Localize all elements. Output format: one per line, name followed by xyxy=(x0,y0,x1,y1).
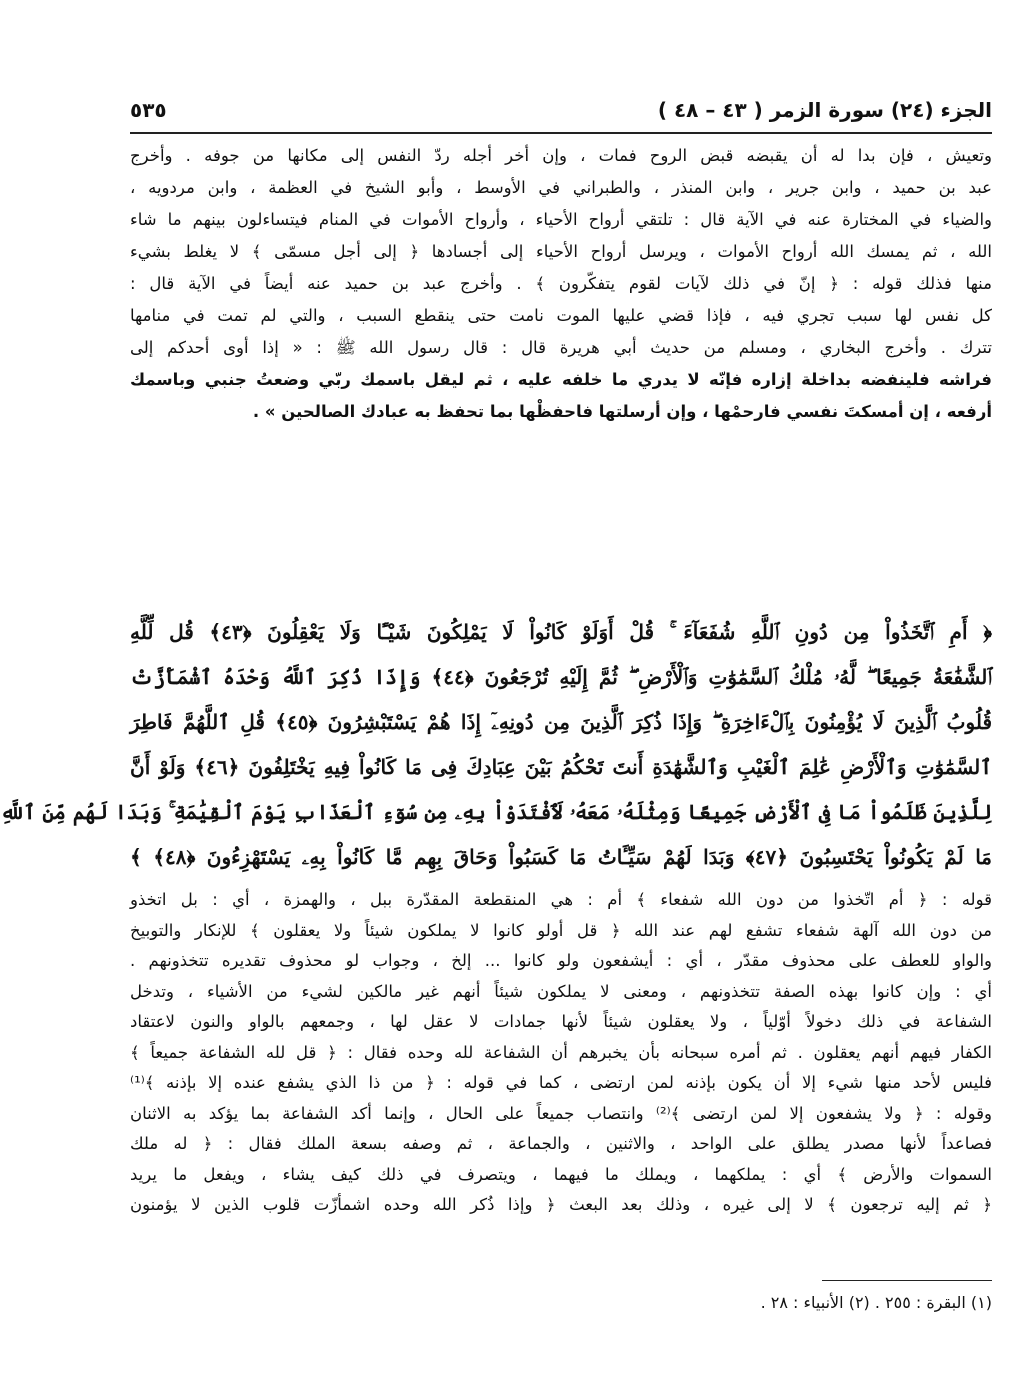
intro-paragraph xyxy=(130,140,992,428)
footnote-divider xyxy=(822,1280,992,1281)
text-line: السموات والأرض ﴾ أي : يملكهما ، ويملك ما فيهما ، ويتصرف في ذلك كيف يشاء ، ويفعل ما يريد xyxy=(130,1164,992,1184)
quran-line: لِلَّذِينَ ظَلَمُواْ مَا فِى ٱلْأَرْضِ جَمِيعًا وَمِثْلَهُۥ مَعَهُۥ لَٱفْتَدَوْاْ بِهِۦ مِن سُوٓءِ ٱلْعَذَابِ يَوْمَ ٱلْقِيَٰمَةِ ۚ وَبَدَا لَهُم مِّنَ ٱللَّهِ xyxy=(0,800,992,824)
text-line: الشفاعة في ذلك دخولاً أوّلياً ، ولا يعقلون شيئاً لأنها جمادات لا عقل لها ، وجمعهم بالواو والنون لاعتقاد xyxy=(130,1012,992,1031)
hadith-line: أرفعه ، إن أمسكتَ نفسي فارحمْها ، وإن أرسلتها فاحفظْها بما تحفظ به عبادك الصالحين » . xyxy=(252,402,992,421)
text-line: أي : وإن كانوا بهذه الصفة تتخذونهم ، ومعنى لا يملكون شيئاً أنهم غير مالكين لشيء من الأشياء ، وتدخل xyxy=(130,981,992,1001)
quran-verses-block xyxy=(0,610,992,880)
text-line: الكفار فيهم أنهم يعقلون . ثم أمره سبحانه بأن يخبرهم أن الشفاعة لله وحده فقال : ﴿ قل لله الشفاعة جميعاً ﴾ xyxy=(130,1042,992,1062)
text-line: والواو للعطف على محذوف مقدّر ، أي : أيشفعون ولو كانوا ... إلخ ، وجواب لو محذوف تقديره تتخذونهم . xyxy=(130,951,992,970)
text-line: كل نفس لها سبب تجري فيه ، فإذا قضي عليها الموت نامت حتى ينقطع السبب ، والتي لم تمت في منامها xyxy=(130,306,992,325)
tafsir-paragraph xyxy=(130,885,992,1221)
hadith-line: فراشه فلينفضه بداخلة إزاره فإنّه لا يدري ما خلفه عليه ، ثم ليقل باسمك ربّي وضعتُ جنبي وباسمك xyxy=(130,370,992,389)
running-title: الجزء (٢٤) سورة الزمر ( ٤٣ – ٤٨ ) xyxy=(657,98,992,122)
page-header xyxy=(130,90,992,130)
text-line: من دون الله آلهة شفعاء تشفع لهم عند الله ﴿ قل أولو كانوا لا يملكون شيئاً ولا يعقلون ﴾ للإنكار والتوبيخ xyxy=(130,920,992,940)
book-page xyxy=(0,90,993,1360)
quran-line: ٱلشَّفَٰعَةُ جَمِيعًا ۖ لَّهُۥ مُلْكُ ٱلسَّمَٰوَٰتِ وَٱلْأَرْضِ ۖ ثُمَّ إِلَيْهِ تُرْجَعُونَ ﴿٤٤﴾ وَإِذَا ذُكِرَ ٱللَّهُ وَحْدَهُ ٱشْمَأَزَّتْ xyxy=(130,665,992,689)
text-line: فصاعداً لأنها مصدر يطلق على الواحد ، والاثنين ، والجماعة ، ثم وصفه بسعة الملك فقال : ﴿ له ملك xyxy=(130,1134,992,1153)
text-line: منها فذلك قوله : ﴿ إنّ في ذلك لآيات لقوم يتفكّرون ﴾ . وأخرج عبد بن حميد عنه أيضاً في الآية قال : xyxy=(130,274,992,293)
text-line: عبد بن حميد ، وابن جرير ، وابن المنذر ، والطبراني في الأوسط ، وأبو الشيخ في العظمة ، وابن مردويه ، xyxy=(130,178,992,197)
text-line: وقوله : ﴿ ولا يشفعون إلا لمن ارتضى ﴾⁽²⁾ وانتصاب جميعاً على الحال ، وإنما أكد الشفاعة بما يؤكد به الاثنان xyxy=(130,1103,993,1123)
text-line: وتعيش ، فإن بدا له أن يقبضه قبض الروح فمات ، وإن أخر أجله ردّ النفس إلى مكانها من جوفه . وأخرج xyxy=(130,146,992,165)
text-line: ﴿ ثم إليه ترجعون ﴾ لا إلى غيره ، وذلك بعد البعث ﴿ وإذا ذُكر الله وحده اشمأزّت قلوب الذين لا يؤمنون xyxy=(130,1195,992,1214)
quran-line: ﴿ أَمِ ٱتَّخَذُواْ مِن دُونِ ٱللَّهِ شُفَعَآءَ ۚ قُلْ أَوَلَوْ كَانُواْ لَا يَمْلِكُونَ شَيْـًٔا وَلَا يَعْقِلُونَ ﴿٤٣﴾ قُل لِّلَّهِ xyxy=(130,620,992,644)
footnote: (١) البقرة : ٢٥٥ . (٢) الأنبياء : ٢٨ . xyxy=(760,1293,992,1312)
text-line: قوله : ﴿ أم اتّخذوا من دون الله شفعاء ﴾ أم : هي المنقطعة المقدّرة ببل ، والهمزة ، أي : بل اتخذو xyxy=(130,890,992,909)
quran-line: قُلُوبُ ٱلَّذِينَ لَا يُؤْمِنُونَ بِٱلْءَاخِرَةِ ۖ وَإِذَا ذُكِرَ ٱلَّذِينَ مِن دُونِهِۦٓ إِذَا هُمْ يَسْتَبْشِرُونَ ﴿٤٥﴾ قُلِ ٱللَّهُمَّ فَاطِرَ xyxy=(130,710,992,734)
text-line: الله ، ثم يمسك الله أرواح الأموات ، ويرسل أرواح الأحياء إلى أجسادها ﴿ إلى أجل مسمّى ﴾ لا يغلط بشيء xyxy=(130,242,992,261)
text-line: فليس لأحد منها شيء إلا أن يكون بإذنه لمن ارتضى ، كما في قوله : ﴿ من ذا الذي يشفع عنده إلا بإذنه ﴾⁽¹⁾ xyxy=(130,1073,992,1092)
header-divider xyxy=(130,132,992,134)
page-number: ٥٣٥ xyxy=(130,98,167,122)
text-line: تترك . وأخرج البخاري ، ومسلم من حديث أبي هريرة قال : قال رسول الله ﷺ : « إذا أوى أحدكم إلى xyxy=(130,338,992,357)
text-line: والضياء في المختارة عنه في الآية قال : تلتقي أرواح الأحياء ، وأرواح الأموات في المنام فيتساءلون بينهم ما شاء xyxy=(130,210,992,229)
quran-line: ٱلسَّمَٰوَٰتِ وَٱلْأَرْضِ عَٰلِمَ ٱلْغَيْبِ وَٱلشَّهَٰدَةِ أَنتَ تَحْكُمُ بَيْنَ عِبَادِكَ فِى مَا كَانُواْ فِيهِ يَخْتَلِفُونَ ﴿٤٦﴾ وَلَوْ أَنَّ xyxy=(130,755,992,779)
quran-line: مَا لَمْ يَكُونُواْ يَحْتَسِبُونَ ﴿٤٧﴾ وَبَدَا لَهُمْ سَيِّـَٔاتُ مَا كَسَبُواْ وَحَاقَ بِهِم مَّا كَانُواْ بِهِۦ يَسْتَهْزِءُونَ ﴿٤٨﴾ ﴾ xyxy=(130,845,992,869)
